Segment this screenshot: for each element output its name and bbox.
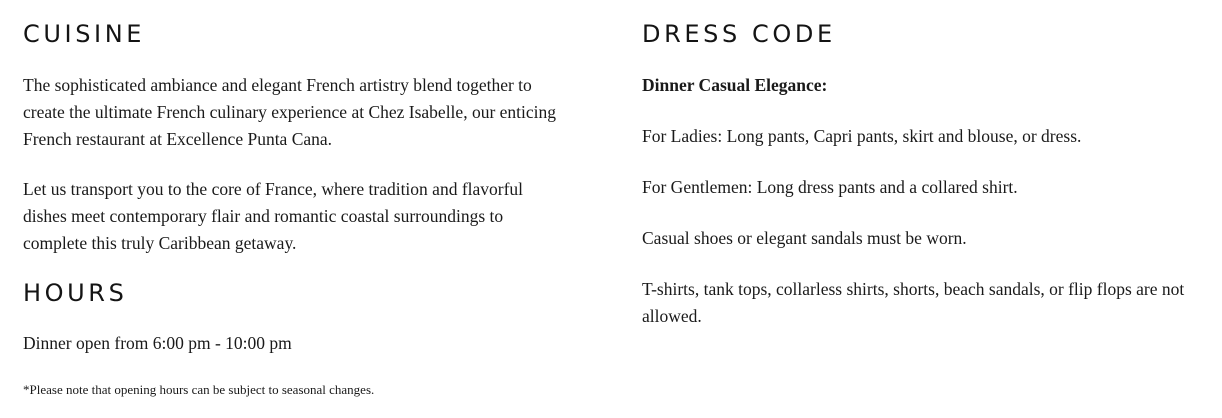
cuisine-paragraph-1: The sophisticated ambiance and elegant French artistry blend together to create the ultimate French culinary experience at Chez Isabelle, our enticing French restaurant at Excellence Punta Cana. <box>23 75 557 149</box>
dress-code-subtitle: Dinner Casual Elegance: <box>642 75 828 95</box>
hours-text: Dinner open from 6:00 pm - 10:00 pm <box>23 333 292 353</box>
hours-heading: HOURS <box>23 279 128 307</box>
dress-code-item-ladies: For Ladies: Long pants, Capri pants, skirt and blouse, or dress. <box>642 126 1082 146</box>
dress-code-item-not-allowed: T-shirts, tank tops, collarless shirts, shorts, beach sandals, or flip flops are not allowed. <box>642 279 1185 326</box>
dress-code-item-gentlemen: For Gentlemen: Long dress pants and a collared shirt. <box>642 177 1018 197</box>
cuisine-heading: CUISINE <box>23 20 146 48</box>
cuisine-paragraph-2: Let us transport you to the core of France, where tradition and flavorful dishes meet contemporary flair and romantic coastal surroundings to complete this truly Caribbean getaway. <box>23 179 524 253</box>
dress-code-heading: DRESS CODE <box>642 20 836 48</box>
dress-code-item-shoes: Casual shoes or elegant sandals must be worn. <box>642 228 967 248</box>
hours-note: *Please note that opening hours can be subject to seasonal changes. <box>23 382 375 397</box>
